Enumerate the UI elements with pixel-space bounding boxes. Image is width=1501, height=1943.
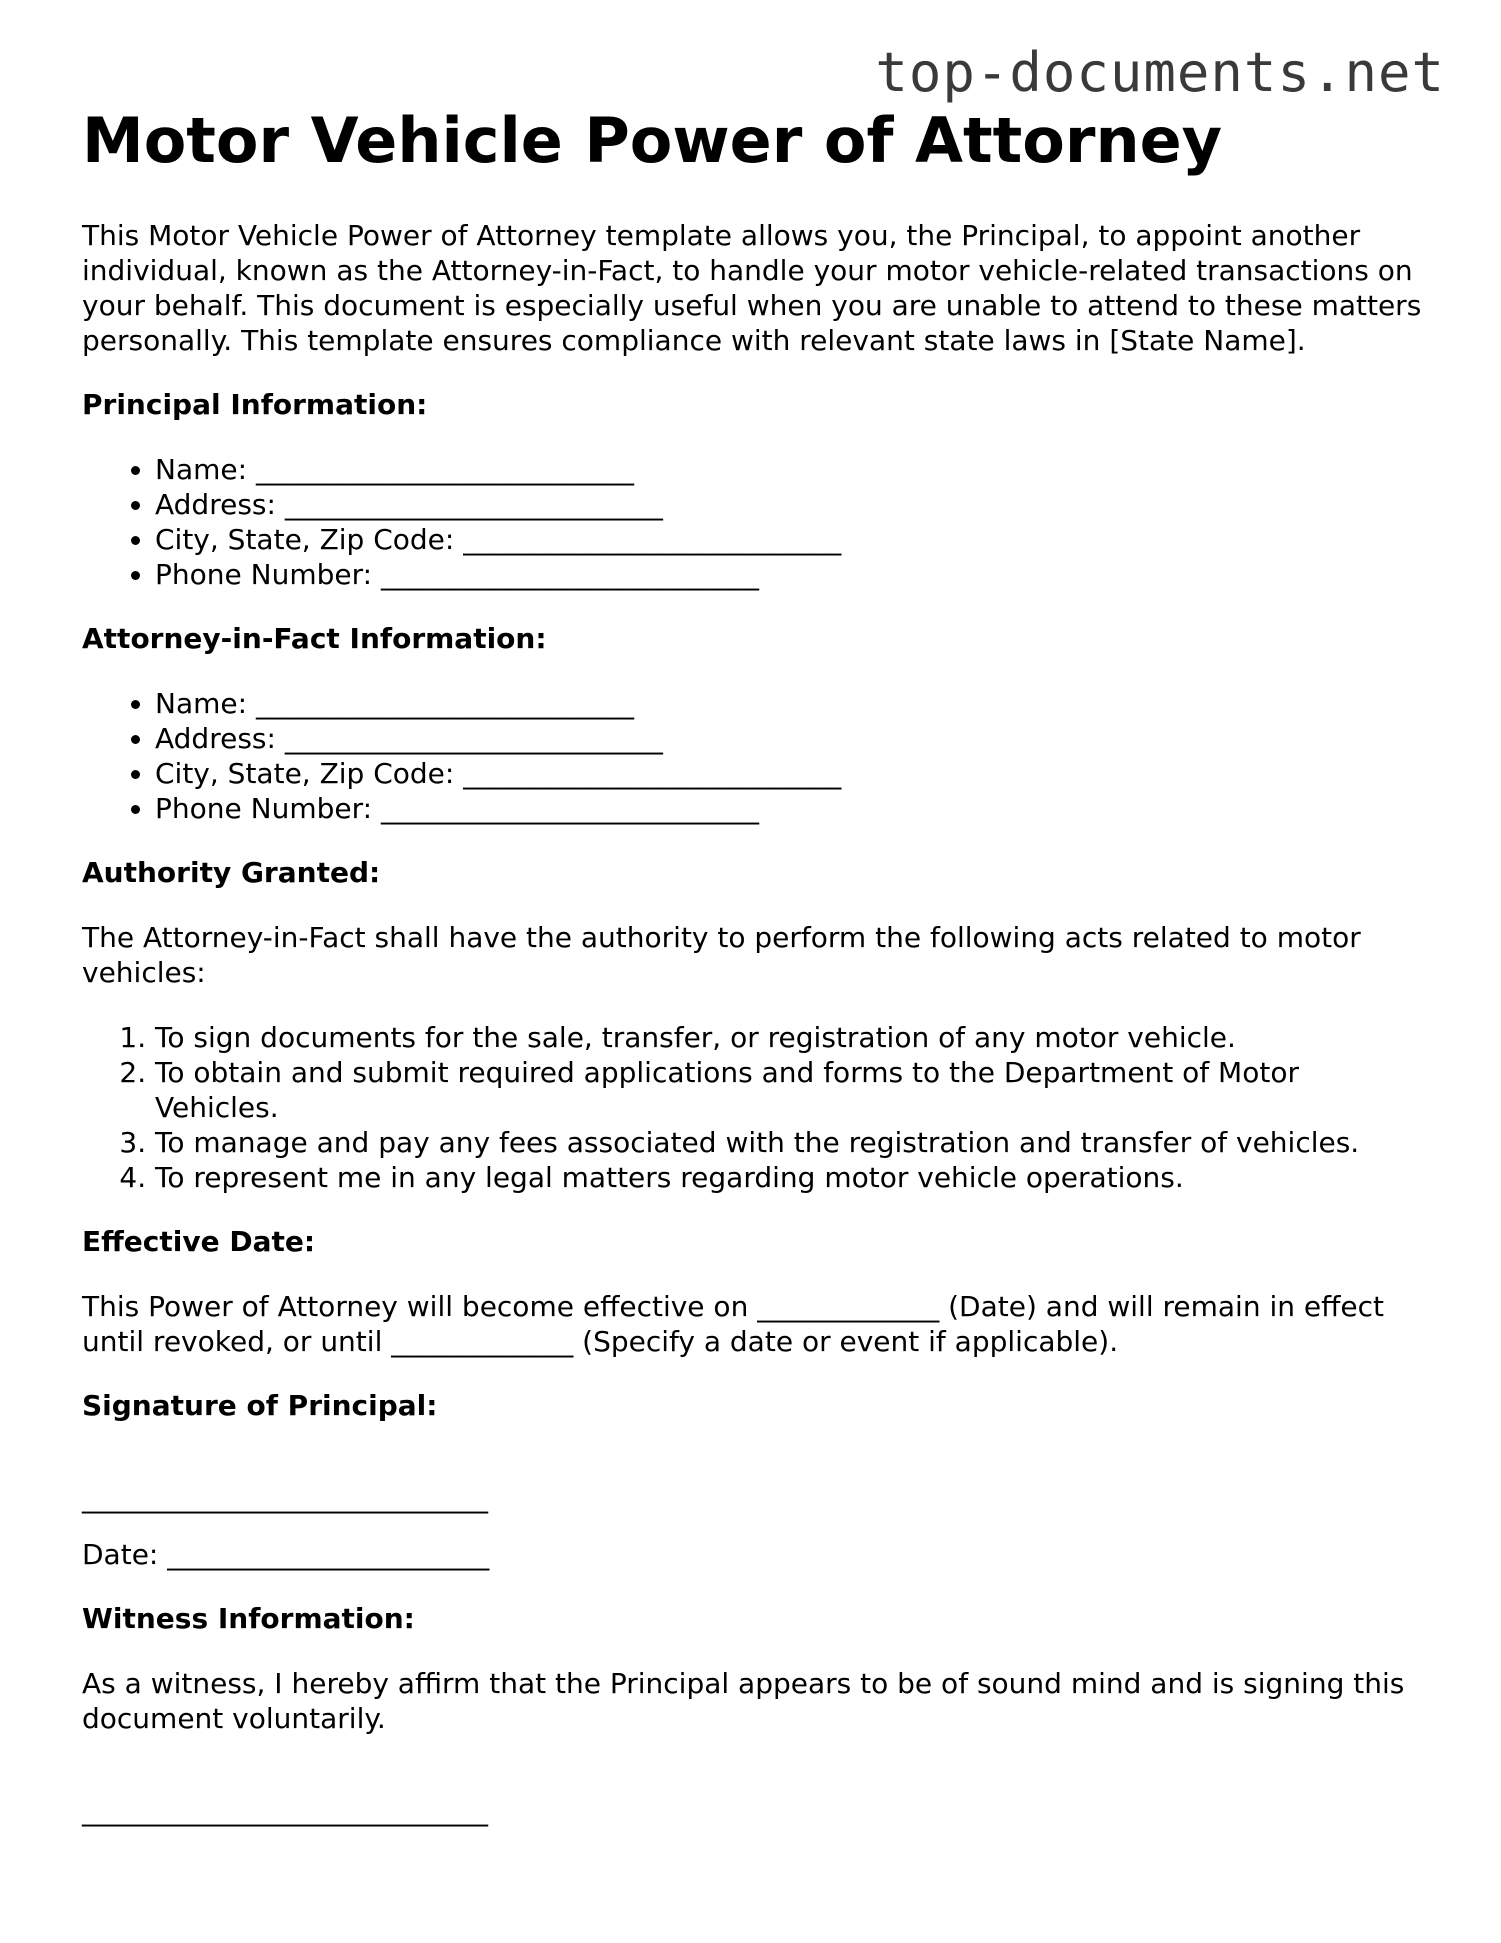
intro-paragraph: This Motor Vehicle Power of Attorney template allows you, the Principal, to appoint another individual, known as the Attorney-in-Fact, to handle your motor vehicle-related transactions on your behalf. This document is especially useful when you are unable to attend to these matters personally. This template ensures compliance with relevant state laws in [State Name].: [82, 219, 1422, 357]
authority-item: 2. To obtain and submit required applications and forms to the Department of Motor Vehicles.: [155, 1055, 1422, 1125]
watermark: top-documents.net: [875, 41, 1445, 104]
authority-item: 4. To represent me in any legal matters regarding motor vehicle operations.: [155, 1160, 1422, 1195]
authority-list: [82, 1020, 1422, 1195]
attorney-city-field: • City, State, Zip Code: ___________________________: [155, 756, 1422, 791]
signature-line: _____________________________: [82, 1481, 488, 1514]
document-body: [82, 100, 1422, 1828]
authority-heading: Authority Granted:: [82, 856, 381, 889]
principal-fields: [82, 452, 1422, 592]
signature-date-field: Date: _______________________: [82, 1538, 490, 1571]
attorney-heading: Attorney-in-Fact Information:: [82, 622, 547, 655]
effective-text: This Power of Attorney will become effective on _____________ (Date) and will remain in effect until revoked, or until _____________ (Specify a date or event if applicable).: [82, 1290, 1385, 1358]
authority-item: 1. To sign documents for the sale, transfer, or registration of any motor vehicle.: [155, 1020, 1422, 1055]
authority-text: The Attorney-in-Fact shall have the authority to perform the following acts related to motor vehicles:: [82, 921, 1361, 989]
attorney-phone-field: • Phone Number: ___________________________: [155, 791, 1422, 826]
principal-heading: Principal Information:: [82, 388, 428, 421]
attorney-address-field: • Address: ___________________________: [155, 721, 1422, 756]
principal-phone-field: • Phone Number: ___________________________: [155, 557, 1422, 592]
effective-heading: Effective Date:: [82, 1225, 316, 1258]
witness-text: As a witness, I hereby affirm that the Principal appears to be of sound mind and is signing this document voluntarily.: [82, 1667, 1405, 1735]
principal-name-field: • Name: ___________________________: [155, 452, 1422, 487]
witness-heading: Witness Information:: [82, 1602, 415, 1635]
witness-signature-line: _____________________________: [82, 1794, 488, 1827]
principal-address-field: • Address: ___________________________: [155, 487, 1422, 522]
attorney-fields: [82, 686, 1422, 826]
attorney-name-field: • Name: ___________________________: [155, 686, 1422, 721]
principal-city-field: • City, State, Zip Code: ___________________________: [155, 522, 1422, 557]
document-title: Motor Vehicle Power of Attorney: [82, 104, 1223, 177]
authority-item: 3. To manage and pay any fees associated with the registration and transfer of vehicles.: [155, 1125, 1422, 1160]
signature-heading: Signature of Principal:: [82, 1389, 438, 1422]
